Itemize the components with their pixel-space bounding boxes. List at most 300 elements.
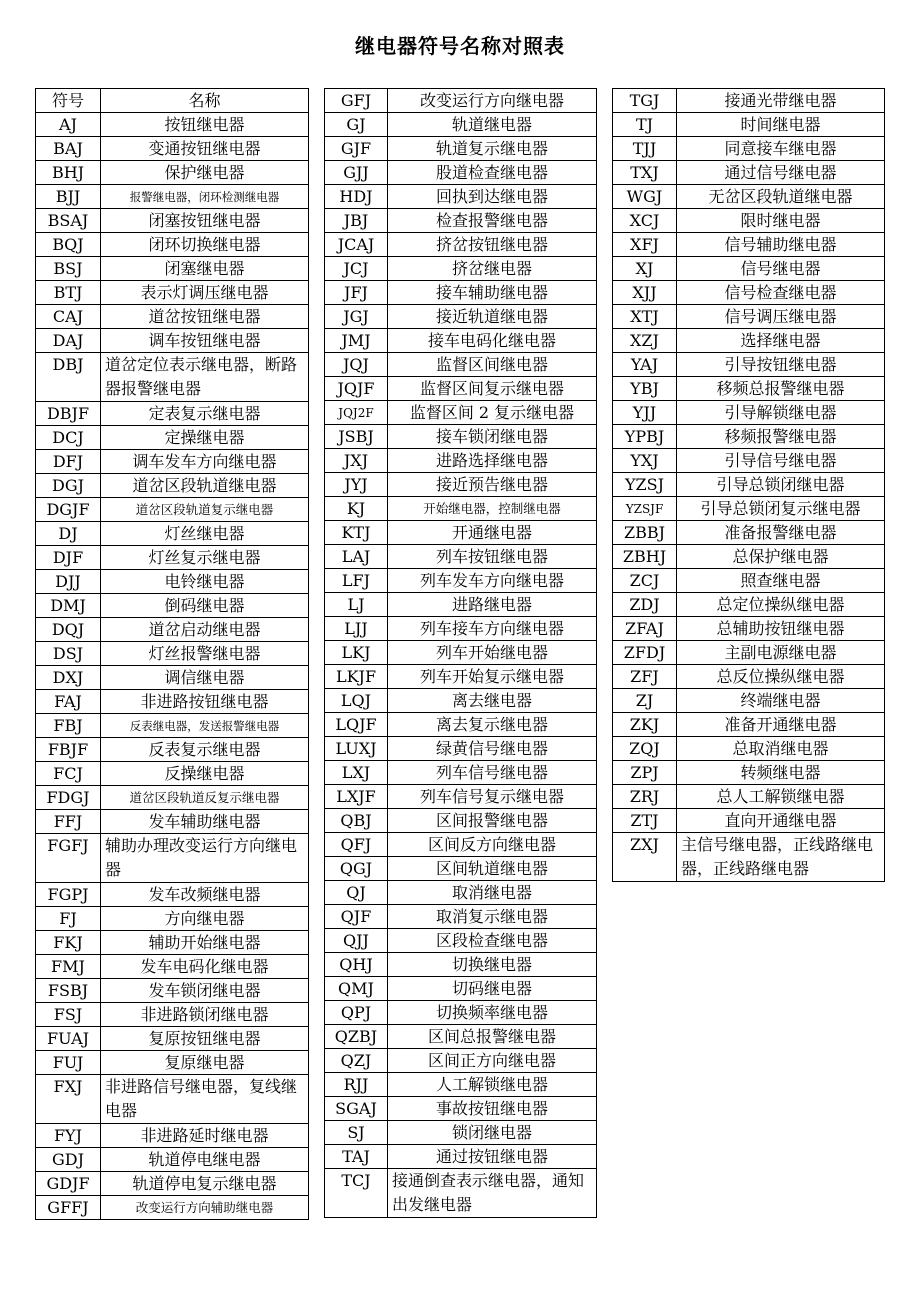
- table-row: [325, 665, 597, 689]
- table-row: [36, 305, 309, 329]
- relay-code: ZQJ: [613, 737, 677, 761]
- relay-code: LXJ: [325, 761, 388, 785]
- table-row: [36, 738, 309, 762]
- relay-code: ZRJ: [613, 785, 677, 809]
- relay-name: 选择继电器: [677, 329, 885, 353]
- relay-name: 道岔区段轨道复示继电器: [101, 498, 309, 522]
- relay-code: ZKJ: [613, 713, 677, 737]
- relay-name: 接通倒查表示继电器，通知出发继电器: [388, 1169, 597, 1218]
- relay-name: 引导按钮继电器: [677, 353, 885, 377]
- relay-name: 准备报警继电器: [677, 521, 885, 545]
- table-row: [36, 642, 309, 666]
- relay-code: SJ: [325, 1121, 388, 1145]
- relay-name: 总定位操纵继电器: [677, 593, 885, 617]
- relay-name: 取消继电器: [388, 881, 597, 905]
- table-row: [613, 449, 885, 473]
- table-body-3: [613, 89, 885, 882]
- table-row: [325, 1073, 597, 1097]
- relay-code: DBJ: [36, 353, 101, 402]
- relay-table-column-1: [35, 88, 309, 1220]
- relay-name: 引导总锁闭复示继电器: [677, 497, 885, 521]
- relay-code: ZTJ: [613, 809, 677, 833]
- relay-code: BJJ: [36, 185, 101, 209]
- table-row: [36, 1003, 309, 1027]
- relay-name: 报警继电器，闭环检测继电器: [101, 185, 309, 209]
- table-row: [613, 281, 885, 305]
- table-row: [613, 617, 885, 641]
- table-row: [36, 402, 309, 426]
- table-row: [325, 1001, 597, 1025]
- table-row: [325, 185, 597, 209]
- relay-code: XJJ: [613, 281, 677, 305]
- relay-name: 总辅助按钮继电器: [677, 617, 885, 641]
- relay-code: LKJF: [325, 665, 388, 689]
- relay-code: FUJ: [36, 1051, 101, 1075]
- table-row: [613, 497, 885, 521]
- relay-name: 离去继电器: [388, 689, 597, 713]
- relay-name: 进路选择继电器: [388, 449, 597, 473]
- relay-name: 取消复示继电器: [388, 905, 597, 929]
- relay-code: FJ: [36, 907, 101, 931]
- header-code: 符号: [36, 89, 101, 113]
- relay-code: FUAJ: [36, 1027, 101, 1051]
- relay-name: 列车接车方向继电器: [388, 617, 597, 641]
- table-row: [325, 737, 597, 761]
- relay-code: TCJ: [325, 1169, 388, 1218]
- table-row: [613, 185, 885, 209]
- table-row: [325, 425, 597, 449]
- relay-code: BSJ: [36, 257, 101, 281]
- relay-code: QHJ: [325, 953, 388, 977]
- relay-code: QJ: [325, 881, 388, 905]
- relay-code: LFJ: [325, 569, 388, 593]
- table-row: [36, 474, 309, 498]
- relay-code: DCJ: [36, 426, 101, 450]
- relay-code: GJJ: [325, 161, 388, 185]
- relay-name: 开始继电器，控制继电器: [388, 497, 597, 521]
- table-row: [36, 450, 309, 474]
- relay-code: FMJ: [36, 955, 101, 979]
- table-row: [613, 545, 885, 569]
- table-row: [325, 1049, 597, 1073]
- table-row: [613, 401, 885, 425]
- table-row: [36, 690, 309, 714]
- table-row: [613, 209, 885, 233]
- relay-code: FCJ: [36, 762, 101, 786]
- relay-name: 主信号继电器，正线路继电器，正线路继电器: [677, 833, 885, 882]
- table-row: [325, 281, 597, 305]
- relay-name: 限时继电器: [677, 209, 885, 233]
- table-row: [613, 137, 885, 161]
- relay-name: 引导信号继电器: [677, 449, 885, 473]
- relay-code: DGJ: [36, 474, 101, 498]
- table-row: [36, 161, 309, 185]
- relay-code: KJ: [325, 497, 388, 521]
- relay-name: 反操继电器: [101, 762, 309, 786]
- relay-code: KTJ: [325, 521, 388, 545]
- table-body-2: [325, 89, 597, 1218]
- relay-name: 列车开始继电器: [388, 641, 597, 665]
- relay-name: 总人工解锁继电器: [677, 785, 885, 809]
- table-row: [36, 498, 309, 522]
- relay-name: 发车电码化继电器: [101, 955, 309, 979]
- table-row: [36, 666, 309, 690]
- relay-code: QZBJ: [325, 1025, 388, 1049]
- table-row: [325, 497, 597, 521]
- relay-code: FSBJ: [36, 979, 101, 1003]
- relay-name: 信号检查继电器: [677, 281, 885, 305]
- table-row: [325, 137, 597, 161]
- relay-code: YPBJ: [613, 425, 677, 449]
- relay-name: 切码继电器: [388, 977, 597, 1001]
- relay-name: 复原按钮继电器: [101, 1027, 309, 1051]
- table-row: [36, 618, 309, 642]
- table-row: [36, 546, 309, 570]
- relay-name: 信号继电器: [677, 257, 885, 281]
- table-row: [36, 1148, 309, 1172]
- relay-name: 列车按钮继电器: [388, 545, 597, 569]
- table-row: [613, 833, 885, 882]
- relay-name: 倒码继电器: [101, 594, 309, 618]
- relay-name: 轨道停电复示继电器: [101, 1172, 309, 1196]
- relay-code: ZXJ: [613, 833, 677, 882]
- relay-code: GJ: [325, 113, 388, 137]
- table-row: [325, 713, 597, 737]
- table-row: [325, 1025, 597, 1049]
- relay-name: 信号辅助继电器: [677, 233, 885, 257]
- relay-code: DAJ: [36, 329, 101, 353]
- relay-code: JMJ: [325, 329, 388, 353]
- relay-code: FSJ: [36, 1003, 101, 1027]
- page-title: 继电器符号名称对照表: [355, 34, 565, 58]
- relay-code: JQJF: [325, 377, 388, 401]
- table-row: [325, 641, 597, 665]
- relay-code: JQJ2F: [325, 401, 388, 425]
- table-row: [613, 665, 885, 689]
- relay-name: 人工解锁继电器: [388, 1073, 597, 1097]
- relay-table-column-3: [612, 88, 885, 882]
- table-row: [36, 955, 309, 979]
- table-row: [325, 305, 597, 329]
- relay-code: GJF: [325, 137, 388, 161]
- relay-name: 轨道继电器: [388, 113, 597, 137]
- relay-name: 进路继电器: [388, 593, 597, 617]
- relay-code: ZFAJ: [613, 617, 677, 641]
- relay-code: DFJ: [36, 450, 101, 474]
- relay-code: QMJ: [325, 977, 388, 1001]
- relay-code: FBJF: [36, 738, 101, 762]
- relay-name: 非进路锁闭继电器: [101, 1003, 309, 1027]
- table-row: [325, 89, 597, 113]
- relay-name: 列车信号复示继电器: [388, 785, 597, 809]
- table-row: [36, 137, 309, 161]
- relay-code: YAJ: [613, 353, 677, 377]
- relay-code: GFFJ: [36, 1196, 101, 1220]
- relay-code: DGJF: [36, 498, 101, 522]
- relay-name: 区间反方向继电器: [388, 833, 597, 857]
- relay-name: 通过按钮继电器: [388, 1145, 597, 1169]
- table-row: [36, 1075, 309, 1124]
- relay-name: 闭塞继电器: [101, 257, 309, 281]
- relay-name: 灯丝复示继电器: [101, 546, 309, 570]
- relay-code: DQJ: [36, 618, 101, 642]
- table-row: [36, 113, 309, 137]
- table-row: [613, 641, 885, 665]
- relay-code: LQJ: [325, 689, 388, 713]
- relay-code: FGFJ: [36, 834, 101, 883]
- relay-name: 股道检查继电器: [388, 161, 597, 185]
- relay-code: JCAJ: [325, 233, 388, 257]
- relay-name: 区间总报警继电器: [388, 1025, 597, 1049]
- table-row: [325, 881, 597, 905]
- relay-code: BTJ: [36, 281, 101, 305]
- table-row: [325, 257, 597, 281]
- table-row: [36, 329, 309, 353]
- relay-name: 切换频率继电器: [388, 1001, 597, 1025]
- table-row: [36, 594, 309, 618]
- relay-name: 开通继电器: [388, 521, 597, 545]
- relay-code: TAJ: [325, 1145, 388, 1169]
- relay-code: JSBJ: [325, 425, 388, 449]
- relay-code: HDJ: [325, 185, 388, 209]
- relay-code: LJJ: [325, 617, 388, 641]
- relay-name: 道岔定位表示继电器，断路器报警继电器: [101, 353, 309, 402]
- relay-name: 辅助办理改变运行方向继电器: [101, 834, 309, 883]
- relay-code: TJJ: [613, 137, 677, 161]
- relay-name: 表示灯调压继电器: [101, 281, 309, 305]
- relay-code: BAJ: [36, 137, 101, 161]
- table-body-1: [36, 89, 309, 1220]
- table-row: [36, 810, 309, 834]
- relay-name: 接车辅助继电器: [388, 281, 597, 305]
- relay-name: 道岔区段轨道反复示继电器: [101, 786, 309, 810]
- relay-code: LQJF: [325, 713, 388, 737]
- relay-name: 道岔区段轨道继电器: [101, 474, 309, 498]
- table-row: [325, 977, 597, 1001]
- relay-name: 发车改频继电器: [101, 883, 309, 907]
- relay-name: 无岔区段轨道继电器: [677, 185, 885, 209]
- relay-name: 直向开通继电器: [677, 809, 885, 833]
- relay-name: 轨道停电继电器: [101, 1148, 309, 1172]
- relay-code: YBJ: [613, 377, 677, 401]
- relay-name: 方向继电器: [101, 907, 309, 931]
- relay-code: ZFJ: [613, 665, 677, 689]
- relay-code: DXJ: [36, 666, 101, 690]
- relay-name: 调车按钮继电器: [101, 329, 309, 353]
- relay-name: 转频继电器: [677, 761, 885, 785]
- table-row: [613, 809, 885, 833]
- table-row: [325, 953, 597, 977]
- table-row: [325, 1145, 597, 1169]
- relay-name: 复原继电器: [101, 1051, 309, 1075]
- table-row: [325, 1121, 597, 1145]
- relay-name: 照查继电器: [677, 569, 885, 593]
- table-row: [613, 113, 885, 137]
- relay-code: LAJ: [325, 545, 388, 569]
- relay-code: ZPJ: [613, 761, 677, 785]
- relay-code: YZSJ: [613, 473, 677, 497]
- table-row: [325, 1097, 597, 1121]
- relay-code: GFJ: [325, 89, 388, 113]
- relay-name: 闭环切换继电器: [101, 233, 309, 257]
- relay-code: JFJ: [325, 281, 388, 305]
- relay-name: 信号调压继电器: [677, 305, 885, 329]
- table-row: [36, 353, 309, 402]
- table-row: [325, 473, 597, 497]
- table-row: [325, 569, 597, 593]
- relay-name: 变通按钮继电器: [101, 137, 309, 161]
- relay-name: 调车发车方向继电器: [101, 450, 309, 474]
- relay-code: QJF: [325, 905, 388, 929]
- table-row: [613, 89, 885, 113]
- relay-code: FXJ: [36, 1075, 101, 1124]
- relay-name: 列车信号继电器: [388, 761, 597, 785]
- relay-name: 时间继电器: [677, 113, 885, 137]
- table-row: [36, 1051, 309, 1075]
- relay-name: 发车辅助继电器: [101, 810, 309, 834]
- relay-name: 检查报警继电器: [388, 209, 597, 233]
- table-row: [36, 209, 309, 233]
- relay-code: ZFDJ: [613, 641, 677, 665]
- relay-name: 反表复示继电器: [101, 738, 309, 762]
- relay-code: ZJ: [613, 689, 677, 713]
- relay-code: JXJ: [325, 449, 388, 473]
- relay-code: YZSJF: [613, 497, 677, 521]
- relay-code: JCJ: [325, 257, 388, 281]
- relay-name: 接近预告继电器: [388, 473, 597, 497]
- relay-name: 发车锁闭继电器: [101, 979, 309, 1003]
- relay-name: 调信继电器: [101, 666, 309, 690]
- relay-code: BHJ: [36, 161, 101, 185]
- relay-name: 道岔按钮继电器: [101, 305, 309, 329]
- relay-name: 总保护继电器: [677, 545, 885, 569]
- relay-code: QGJ: [325, 857, 388, 881]
- table-row: [613, 713, 885, 737]
- table-row: [36, 1027, 309, 1051]
- relay-code: QPJ: [325, 1001, 388, 1025]
- table-row: [325, 233, 597, 257]
- relay-name: 主副电源继电器: [677, 641, 885, 665]
- relay-name: 移频总报警继电器: [677, 377, 885, 401]
- relay-code: ZBBJ: [613, 521, 677, 545]
- relay-code: BSAJ: [36, 209, 101, 233]
- relay-name: 区间报警继电器: [388, 809, 597, 833]
- relay-code: DJ: [36, 522, 101, 546]
- relay-code: ZBHJ: [613, 545, 677, 569]
- relay-code: ZCJ: [613, 569, 677, 593]
- relay-code: XJ: [613, 257, 677, 281]
- relay-code: DJF: [36, 546, 101, 570]
- table-row: [36, 185, 309, 209]
- relay-name: 非进路信号继电器，复线继电器: [101, 1075, 309, 1124]
- table-row: [613, 761, 885, 785]
- table-row: [325, 905, 597, 929]
- relay-code: DJJ: [36, 570, 101, 594]
- relay-name: 改变运行方向辅助继电器: [101, 1196, 309, 1220]
- table-row: [325, 209, 597, 233]
- relay-code: QBJ: [325, 809, 388, 833]
- relay-code: XTJ: [613, 305, 677, 329]
- relay-code: JBJ: [325, 209, 388, 233]
- table-row: [325, 689, 597, 713]
- relay-name: 挤岔继电器: [388, 257, 597, 281]
- table-row: [613, 161, 885, 185]
- relay-code: TXJ: [613, 161, 677, 185]
- relay-name: 保护继电器: [101, 161, 309, 185]
- relay-name: 按钮继电器: [101, 113, 309, 137]
- relay-code: RJJ: [325, 1073, 388, 1097]
- relay-name: 回执到达继电器: [388, 185, 597, 209]
- relay-name: 区间轨道继电器: [388, 857, 597, 881]
- table-row: [613, 257, 885, 281]
- table-row: [36, 570, 309, 594]
- table-row: [36, 714, 309, 738]
- header-name: 名称: [101, 89, 309, 113]
- table-row: [613, 689, 885, 713]
- table-row: [613, 353, 885, 377]
- table-row: [325, 401, 597, 425]
- relay-code: FGPJ: [36, 883, 101, 907]
- relay-name: 事故按钮继电器: [388, 1097, 597, 1121]
- relay-name: 区间正方向继电器: [388, 1049, 597, 1073]
- table-row: [36, 522, 309, 546]
- table-row: [36, 786, 309, 810]
- relay-code: XZJ: [613, 329, 677, 353]
- relay-code: FBJ: [36, 714, 101, 738]
- relay-code: JYJ: [325, 473, 388, 497]
- relay-code: FFJ: [36, 810, 101, 834]
- relay-name: 同意接车继电器: [677, 137, 885, 161]
- relay-name: 监督区间 2 复示继电器: [388, 401, 597, 425]
- relay-name: 电铃继电器: [101, 570, 309, 594]
- relay-code: XCJ: [613, 209, 677, 233]
- table-row: [36, 257, 309, 281]
- relay-name: 闭塞按钮继电器: [101, 209, 309, 233]
- table-row: [325, 593, 597, 617]
- relay-name: 定表复示继电器: [101, 402, 309, 426]
- relay-code: DBJF: [36, 402, 101, 426]
- relay-name: 接近轨道继电器: [388, 305, 597, 329]
- relay-name: 辅助开始继电器: [101, 931, 309, 955]
- table-row: [325, 809, 597, 833]
- table-row: [325, 785, 597, 809]
- table-row: [325, 833, 597, 857]
- relay-code: ZDJ: [613, 593, 677, 617]
- table-row: [613, 425, 885, 449]
- table-row: [36, 233, 309, 257]
- table-row: [325, 113, 597, 137]
- relay-name: 列车发车方向继电器: [388, 569, 597, 593]
- relay-table-column-2: [324, 88, 597, 1218]
- table-row: [613, 305, 885, 329]
- table-row: [36, 1124, 309, 1148]
- relay-code: FAJ: [36, 690, 101, 714]
- table-row: [325, 929, 597, 953]
- relay-name: 定操继电器: [101, 426, 309, 450]
- relay-code: TGJ: [613, 89, 677, 113]
- relay-name: 接车锁闭继电器: [388, 425, 597, 449]
- relay-name: 灯丝继电器: [101, 522, 309, 546]
- relay-code: AJ: [36, 113, 101, 137]
- relay-code: GDJF: [36, 1172, 101, 1196]
- relay-name: 道岔启动继电器: [101, 618, 309, 642]
- table-row: [36, 1172, 309, 1196]
- table-row: [613, 593, 885, 617]
- table-row: [36, 883, 309, 907]
- table-row: [613, 473, 885, 497]
- relay-name: 离去复示继电器: [388, 713, 597, 737]
- table-row: [325, 857, 597, 881]
